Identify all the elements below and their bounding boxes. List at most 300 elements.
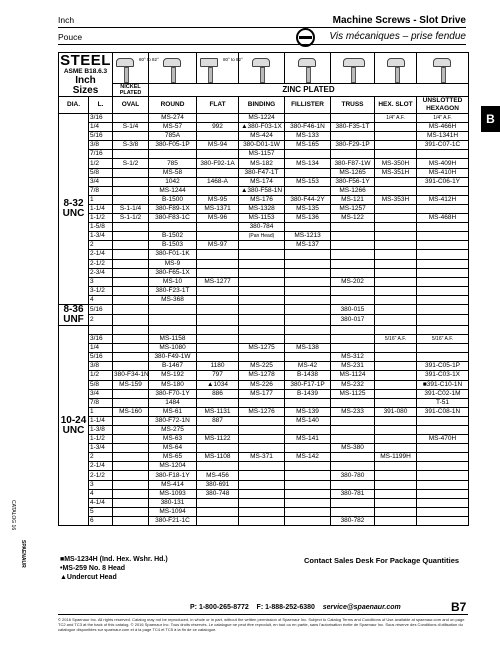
table-row [59,315,469,326]
table-row [59,380,469,389]
table-row [59,268,469,277]
part-number-cell: MS-1278 [239,371,285,380]
part-number-cell: 380-F92-1A [197,159,239,168]
length-cell: 1 [89,407,113,416]
part-number-cell: 380-015 [331,304,375,315]
part-number-cell: MS-159 [113,380,149,389]
part-number-cell [417,480,469,489]
part-number-cell [239,268,285,277]
part-number-cell: MS-312 [331,353,375,362]
part-number-cell [331,132,375,141]
part-number-cell [239,516,285,525]
part-number-cell [113,416,149,425]
part-number-cell: MS-456 [197,471,239,480]
header-pouce-label: Pouce [58,32,83,42]
header-inch-label: Inch [58,15,75,25]
part-number-cell: 380-131 [149,498,197,507]
part-number-cell: MS-353H [375,195,417,204]
part-number-cell: 380-F70-1Y [149,389,197,398]
part-number-cell [197,232,239,241]
part-number-cell: MS-1371 [197,204,239,213]
part-number-cell: 380-691 [197,480,239,489]
part-number-cell: S-1-1/2 [113,214,149,223]
part-number-cell [331,498,375,507]
header-title-fr: Vis mécaniques – prise fendue [329,31,466,42]
part-number-cell [375,304,417,315]
part-number-cell [239,353,285,362]
part-number-cell [113,516,149,525]
part-number-cell [375,277,417,286]
part-number-cell: MS-424 [239,132,285,141]
part-number-cell: MS-202 [331,277,375,286]
part-number-cell: 380-F05-1P [149,141,197,150]
part-number-cell [375,295,417,304]
part-number-cell: T-51 [417,398,469,407]
length-cell: 2 [89,241,113,250]
part-number-cell: MS-63 [149,435,197,444]
part-number-cell: MS-232 [331,380,375,389]
part-number-cell: MS-1266 [331,186,375,195]
part-number-cell: MS-177 [239,389,285,398]
phone-number: P: 1-800-265-8772 [190,604,249,611]
part-number-cell [375,489,417,498]
section-tab: B [481,106,500,132]
part-number-cell: 391-C05-1P [417,362,469,371]
part-number-cell [417,325,469,334]
length-cell: 5 [89,507,113,516]
finish-nickel: NICKEL PLATED [113,83,149,96]
flat-head-image [197,53,243,84]
part-number-cell: MS-1275 [239,344,285,353]
part-number-cell: B-1467 [149,362,197,371]
length-cell: 2-1/2 [89,259,113,268]
part-number-cell: MS-380 [331,444,375,453]
length-cell: 1-1/4 [89,416,113,425]
part-number-cell: MS-176 [239,195,285,204]
part-number-cell [113,259,149,268]
part-number-cell [417,295,469,304]
part-number-cell [113,186,149,195]
part-number-cell: MS-57 [149,123,197,132]
part-number-cell: 380-F49-1W [149,353,197,362]
table-row [59,304,469,315]
part-number-cell [197,268,239,277]
part-number-cell [375,371,417,380]
part-number-cell: MS-470H [417,435,469,444]
part-number-cell: MS-9 [149,259,197,268]
part-number-cell [331,325,375,334]
part-number-cell: 5/16" A.F. [417,335,469,344]
part-number-cell [331,426,375,435]
part-number-cell [331,335,375,344]
brand-label: SPAENAUR [20,540,26,568]
length-cell: 1/2 [89,371,113,380]
length-cell: 7/8 [89,398,113,407]
table-row [59,141,469,150]
table-row [59,389,469,398]
part-number-cell: 380-F01-1K [149,250,197,259]
part-number-cell [285,286,331,295]
length-cell: 1-1/2 [89,435,113,444]
truss-head-image [331,53,375,84]
part-number-cell [113,268,149,277]
part-number-cell [197,304,239,315]
part-number-cell [285,516,331,525]
part-number-cell: MS-64 [149,444,197,453]
table-row [59,286,469,295]
part-number-cell: 797 [197,371,239,380]
table-row [59,214,469,223]
column-header: FILLISTER [285,97,331,114]
part-number-cell [417,516,469,525]
part-number-cell [197,498,239,507]
part-number-cell: MS-225 [239,362,285,371]
part-number-cell: MS-1213 [285,232,331,241]
table-row [59,114,469,123]
table-row [59,150,469,159]
part-number-cell [113,250,149,259]
part-number-cell: MS-368 [149,295,197,304]
part-number-cell [239,498,285,507]
part-number-cell: B-1438 [285,371,331,380]
part-number-cell [375,177,417,186]
part-number-cell: 380-782 [331,516,375,525]
part-number-cell [417,462,469,471]
part-number-cell [375,516,417,525]
part-number-cell [417,426,469,435]
part-number-cell [375,389,417,398]
length-cell: 2 [89,453,113,462]
part-number-cell [239,471,285,480]
part-number-cell: MS-414 [149,480,197,489]
part-number-cell [375,315,417,326]
part-number-cell [285,295,331,304]
package-quantity-note: Contact Sales Desk For Package Quantities [304,556,460,565]
part-number-cell: 380-F18-1Y [149,471,197,480]
length-cell: 3/4 [89,389,113,398]
length-cell: 5/8 [89,380,113,389]
email-link[interactable]: service@spaenaur.com [322,604,401,611]
part-number-cell [197,132,239,141]
part-number-cell [417,204,469,213]
part-number-cell: 380-F47-1T [239,168,285,177]
part-number-cell [113,398,149,407]
table-row [59,177,469,186]
part-number-cell [331,286,375,295]
part-number-cell: (Pan Head) [239,232,285,241]
part-number-cell: MS-1257 [331,204,375,213]
part-number-cell: MS-1341H [417,132,469,141]
column-header: BINDING [239,97,285,114]
part-number-cell [239,398,285,407]
part-number-cell: 380-F87-1W [331,159,375,168]
part-number-cell [285,398,331,407]
table-row [59,507,469,516]
part-number-cell [197,398,239,407]
round-head-image [149,53,197,84]
part-number-cell: 380-784 [239,223,285,232]
length-cell: 1-3/8 [89,426,113,435]
part-number-cell [197,114,239,123]
table-row [59,259,469,268]
part-number-cell [113,471,149,480]
part-number-cell [285,325,331,334]
part-number-cell [331,416,375,425]
part-number-cell [375,426,417,435]
part-number-cell [417,241,469,250]
part-number-cell [239,480,285,489]
page-header [58,15,466,45]
part-number-cell [149,325,197,334]
part-number-cell [197,325,239,334]
part-number-cell: MS-42 [285,362,331,371]
part-number-cell [375,471,417,480]
part-number-cell [239,435,285,444]
part-number-cell: MS-226 [239,380,285,389]
footnote-no8-head: •MS-259 No. 8 Head [60,565,126,572]
part-number-cell: MS-153 [285,177,331,186]
part-number-cell [417,353,469,362]
part-number-cell [239,489,285,498]
length-cell: 1-1/2 [89,214,113,223]
part-number-cell: 785 [149,159,197,168]
part-number-cell [285,335,331,344]
part-number-cell: 380-F17-1P [285,380,331,389]
asme-standard: ASME B18.6.3 [63,67,108,75]
part-number-cell [197,250,239,259]
part-number-cell: 380-F65-1X [149,268,197,277]
table-row [59,371,469,380]
part-number-cell [375,123,417,132]
part-number-cell [375,325,417,334]
part-number-cell: MS-182 [239,159,285,168]
table-row [59,132,469,141]
part-number-cell [331,250,375,259]
part-number-cell [331,480,375,489]
part-number-cell [149,304,197,315]
part-number-cell [417,250,469,259]
part-number-cell: MS-174 [239,177,285,186]
part-number-cell: MS-136 [285,214,331,223]
part-number-cell: MS-1277 [197,277,239,286]
table-row [59,498,469,507]
part-number-cell: MS-135 [285,204,331,213]
column-header: OVAL [113,97,149,114]
part-number-cell [331,398,375,407]
part-number-cell: 380-F21-1C [149,516,197,525]
part-number-cell [375,398,417,407]
part-number-cell [331,435,375,444]
part-number-cell [113,241,149,250]
part-number-cell: 380-F35-1T [331,123,375,132]
finish-zinc: ZINC PLATED [149,83,469,96]
table-row [59,471,469,480]
table-row [59,444,469,453]
part-number-cell [239,325,285,334]
part-number-cell: 380-781 [331,489,375,498]
table-row [59,416,469,425]
part-number-cell: MS-231 [331,362,375,371]
table-row [59,241,469,250]
length-cell: 1-1/4 [89,204,113,213]
column-header: TRUSS [331,97,375,114]
part-number-cell [375,362,417,371]
part-number-cell [417,268,469,277]
table-row [59,204,469,213]
part-number-cell [239,304,285,315]
table-row [59,186,469,195]
part-number-cell [331,344,375,353]
part-number-cell [375,380,417,389]
length-cell: 1/4 [89,344,113,353]
part-number-cell: 380-748 [197,489,239,498]
part-number-cell [375,462,417,471]
part-number-cell [375,141,417,150]
part-number-cell: ▲380-F58-1N [239,186,285,195]
length-cell: 7/8 [89,186,113,195]
part-number-cell: MS-350H [375,159,417,168]
part-number-cell [113,295,149,304]
part-number-cell [417,277,469,286]
table-row [59,195,469,204]
diameter-cell: 8-36 UNF [59,304,89,325]
part-number-cell: S-1/2 [113,159,149,168]
part-number-cell [417,223,469,232]
part-number-cell: MS-96 [197,214,239,223]
length-cell: 1/4 [89,123,113,132]
length-cell: 3 [89,480,113,489]
part-number-cell: MS-412H [417,195,469,204]
part-number-cell [197,426,239,435]
machine-screw-table [58,52,469,526]
part-number-cell [113,325,149,334]
part-number-cell [197,223,239,232]
part-number-cell [375,444,417,453]
part-number-cell [375,353,417,362]
length-cell: 5/16 [89,353,113,362]
part-number-cell: MS-1204 [149,462,197,471]
header-title-en: Machine Screws - Slot Drive [332,15,466,26]
table-row [59,362,469,371]
steel-title: STEEL [60,51,111,69]
length-cell: 1 [89,195,113,204]
part-number-cell: 785A [149,132,197,141]
part-number-cell [375,232,417,241]
column-header: FLAT [197,97,239,114]
length-cell: 4-1/4 [89,498,113,507]
table-row [59,159,469,168]
part-number-cell: 391-C08-1N [417,407,469,416]
part-number-cell: MS-65 [149,453,197,462]
part-number-cell: MS-95 [197,195,239,204]
part-number-cell [113,315,149,326]
length-cell: 5/8 [89,168,113,177]
part-number-cell: B-1500 [149,195,197,204]
part-number-cell: MS-1158 [149,335,197,344]
part-number-cell: 380-F89-1X [149,204,197,213]
part-number-cell: ■391-C10-1N [417,380,469,389]
part-number-cell [113,453,149,462]
part-number-cell: MS-1122 [197,435,239,444]
part-number-cell: 380-017 [331,315,375,326]
part-number-cell [375,214,417,223]
part-number-cell: MS-140 [285,416,331,425]
part-number-cell [197,344,239,353]
part-number-cell: MS-1108 [197,453,239,462]
part-number-cell: ▲380-F03-1X [239,123,285,132]
part-number-cell: MS-180 [149,380,197,389]
part-number-cell: MS-1276 [239,407,285,416]
part-number-cell: MS-409H [417,159,469,168]
part-number-cell: MS-410H [417,168,469,177]
part-number-cell: MS-122 [331,214,375,223]
part-number-cell: MS-58 [149,168,197,177]
sizes-label-2: Sizes [72,84,99,96]
length-cell: 3 [89,277,113,286]
length-cell: 2-1/4 [89,462,113,471]
part-number-cell [113,114,149,123]
part-number-cell [375,507,417,516]
part-number-cell: MS-1199H [375,453,417,462]
table-row [59,232,469,241]
part-number-cell [285,277,331,286]
diameter-cell: 10-24 UNC [59,325,89,525]
part-number-cell: 1/4" A.F. [417,114,469,123]
length-cell: 3/8 [89,362,113,371]
part-number-cell: MS-275 [149,426,197,435]
part-number-cell [149,150,197,159]
part-number-cell: MS-160 [113,407,149,416]
table-row [59,516,469,525]
part-number-cell: MS-1328 [239,204,285,213]
length-cell: 1-5/8 [89,223,113,232]
part-number-cell: MS-142 [285,453,331,462]
part-number-cell: 380-780 [331,471,375,480]
part-number-cell [285,480,331,489]
part-number-cell [239,315,285,326]
table-row [59,462,469,471]
part-number-cell [197,295,239,304]
part-number-cell [331,114,375,123]
part-number-cell [197,286,239,295]
part-number-cell: MS-1131 [197,407,239,416]
part-number-cell: 5/16" A.F. [375,335,417,344]
part-number-cell [375,435,417,444]
part-number-cell [331,268,375,277]
legal-text: © 2016 Spaenaur Inc. All rights reserved. Catalog may not be reproduced, in whole or in part, without the written permission of Spaenaur Inc. Subject to Catalog Terms and Conditions of Use available at spaenaur.com and on page TC2 and TC3 at the back of this catalog. © 2016 Spaenaur Inc. Tous droits réservés. Le catalogue ne peut être reproduit, en tout ou en partie, sans l'autorisation écrite de Spaenaur Inc. Sous réserve des Conditions d'utilisation du catalogue disponibles sur spaenaur.com et à la page TC4 et TC5 à la fin de ce catalogue. [58,617,465,632]
part-number-cell [285,444,331,453]
part-number-cell [149,315,197,326]
footnote-ind-hex: ■MS-1234H (Ind. Hex. Wshr. Hd.) [60,556,168,563]
part-number-cell [197,353,239,362]
part-number-cell [417,186,469,195]
part-number-cell [375,344,417,353]
length-cell: 2 [89,315,113,326]
part-number-cell: 1468-A [197,177,239,186]
part-number-cell [113,462,149,471]
part-number-cell: 380-F72-1N [149,416,197,425]
part-number-cell [375,498,417,507]
part-number-cell [375,150,417,159]
part-number-cell [113,168,149,177]
length-cell: 5/16 [89,132,113,141]
table-row [59,398,469,407]
part-number-cell [375,204,417,213]
length-cell: 4 [89,295,113,304]
table-row [59,335,469,344]
table-row [59,426,469,435]
part-number-cell [149,223,197,232]
